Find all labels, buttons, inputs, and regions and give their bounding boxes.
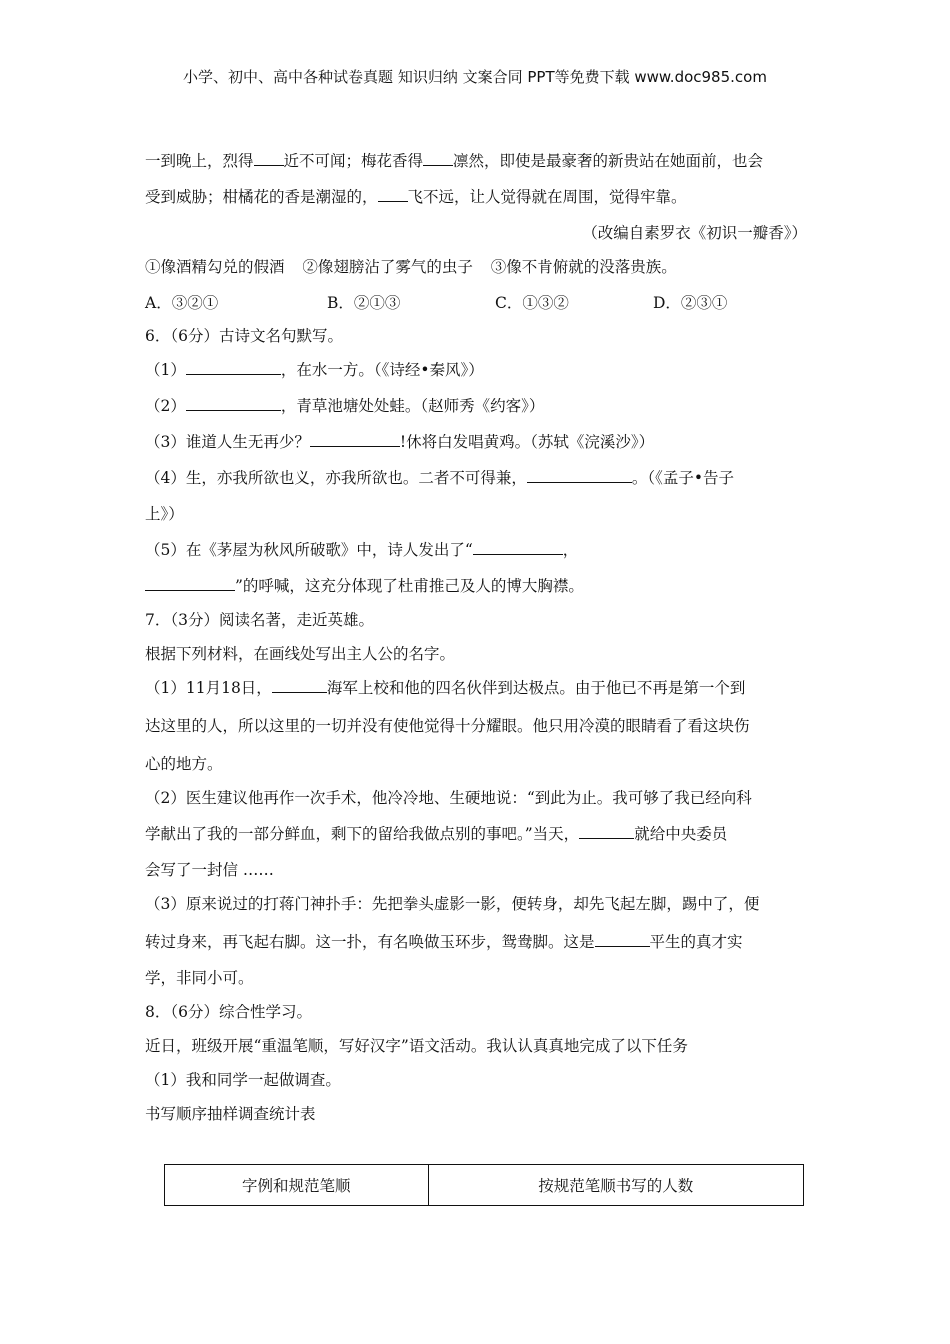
q6-item-4-cont: 上》） (145, 505, 184, 523)
q7-item-3-line-1: （3）原来说过的打蒋门神扑手：先把拳头虚影一影，便转身，却先飞起左脚，踢中了，便 (145, 895, 760, 913)
q6-item-5-cont: ”的呼喊，这充分体现了杜甫推己及人的博大胸襟。 (145, 575, 584, 597)
q8-table-title: 书写顺序抽样调查统计表 (145, 1105, 316, 1123)
q6-title: 6．（6分）古诗文名句默写。 (145, 327, 343, 345)
q6-item-3: （3）谁道人生无再少？ !休将白发唱黄鸡。（苏轼《浣溪沙》） (145, 433, 655, 451)
answer-blank[interactable] (473, 540, 563, 555)
q7-intro: 根据下列材料，在画线处写出主人公的名字。 (145, 645, 456, 663)
q7-title: 7．（3分）阅读名著，走近英雄。 (145, 611, 374, 629)
stroke-order-survey-table (164, 1164, 804, 1206)
answer-blank[interactable] (423, 151, 453, 166)
q5-passage-line-1: 一到晚上，烈得 近不可闻；梅花香得 凛然，即使是最豪奢的新贵站在她面前，也会 (145, 152, 764, 170)
q5-source: （改编自素罗衣《初识一瓣香》） (582, 224, 807, 242)
q5-choice-d[interactable]: D．②③① (653, 294, 728, 312)
q5-option-3: ③像不肯俯就的没落贵族。 (490, 258, 677, 276)
answer-blank[interactable] (310, 432, 400, 447)
q7-item-1-line-2: 达这里的人，所以这里的一切并没有使他觉得十分耀眼。他只用冷漠的眼睛看了看这块伤 (145, 717, 750, 735)
q6-item-4: （4）生，亦我所欲也义，亦我所欲也。二者不可得兼， 。（《孟子•告子 (145, 469, 735, 487)
q8-title: 8．（6分）综合性学习。 (145, 1003, 312, 1021)
q7-item-1-line-3: 心的地方。 (145, 755, 223, 773)
q5-option-2: ②像翅膀沾了雾气的虫子 (302, 258, 473, 276)
q7-item-2-line-2: 学献出了我的一部分鲜血，剩下的留给我做点别的事吧。”当天， 就给中央委员 (145, 825, 728, 843)
table-header-row (165, 1165, 804, 1206)
q6-item-1: （1） ，在水一方。（《诗经•秦风》） (145, 361, 484, 379)
q5-options (145, 256, 677, 278)
answer-blank[interactable] (145, 576, 235, 591)
q5-option-1: ①像酒精勾兑的假酒 (145, 258, 285, 276)
table-header-cell: 字例和规范笔顺 (165, 1165, 429, 1206)
answer-blank[interactable] (272, 678, 327, 693)
answer-blank[interactable] (527, 468, 632, 483)
q7-item-3-line-2: 转过身来，再飞起右脚。这一扑，有名唤做玉环步，鸳鸯脚。这是 平生的真才实 (145, 933, 743, 951)
q5-choice-c[interactable]: C．①③② (495, 294, 569, 312)
answer-blank[interactable] (186, 360, 281, 375)
table-header-cell: 按规范笔顺书写的人数 (428, 1165, 803, 1206)
page-header: 小学、初中、高中各种试卷真题 知识归纳 文案合同 PPT等免费下载 www.doc985.com (183, 68, 767, 86)
q8-intro: 近日，班级开展“重温笔顺，写好汉字”语文活动。我认认真真地完成了以下任务 (145, 1037, 688, 1055)
answer-blank[interactable] (595, 932, 650, 947)
q6-item-2: （2） ，青草池塘处处蛙。（赵师秀《约客》） (145, 397, 545, 415)
answer-blank[interactable] (378, 187, 408, 202)
q7-item-2-line-1: （2）医生建议他再作一次手术，他冷冷地、生硬地说：“到此为止。我可够了我已经向科 (145, 789, 752, 807)
answer-blank[interactable] (579, 824, 634, 839)
q7-item-2-line-3: 会写了一封信 …… (145, 861, 274, 879)
q5-passage-line-2: 受到威胁；柑橘花的香是潮湿的， 飞不远，让人觉得就在周围，觉得牢靠。 (145, 188, 687, 206)
q5-choice-a[interactable]: A．③②① (145, 294, 219, 312)
q8-task-1: （1）我和同学一起做调查。 (145, 1071, 341, 1089)
q6-item-5: （5）在《茅屋为秋风所破歌》中，诗人发出了“ ， (145, 541, 579, 559)
answer-blank[interactable] (186, 396, 281, 411)
q7-item-1: （1）11月18日， 海军上校和他的四名伙伴到达极点。由于他已不再是第一个到 (145, 679, 746, 697)
q5-choice-b[interactable]: B．②①③ (327, 294, 401, 312)
answer-blank[interactable] (254, 151, 284, 166)
q7-item-3-line-3: 学，非同小可。 (145, 969, 254, 987)
